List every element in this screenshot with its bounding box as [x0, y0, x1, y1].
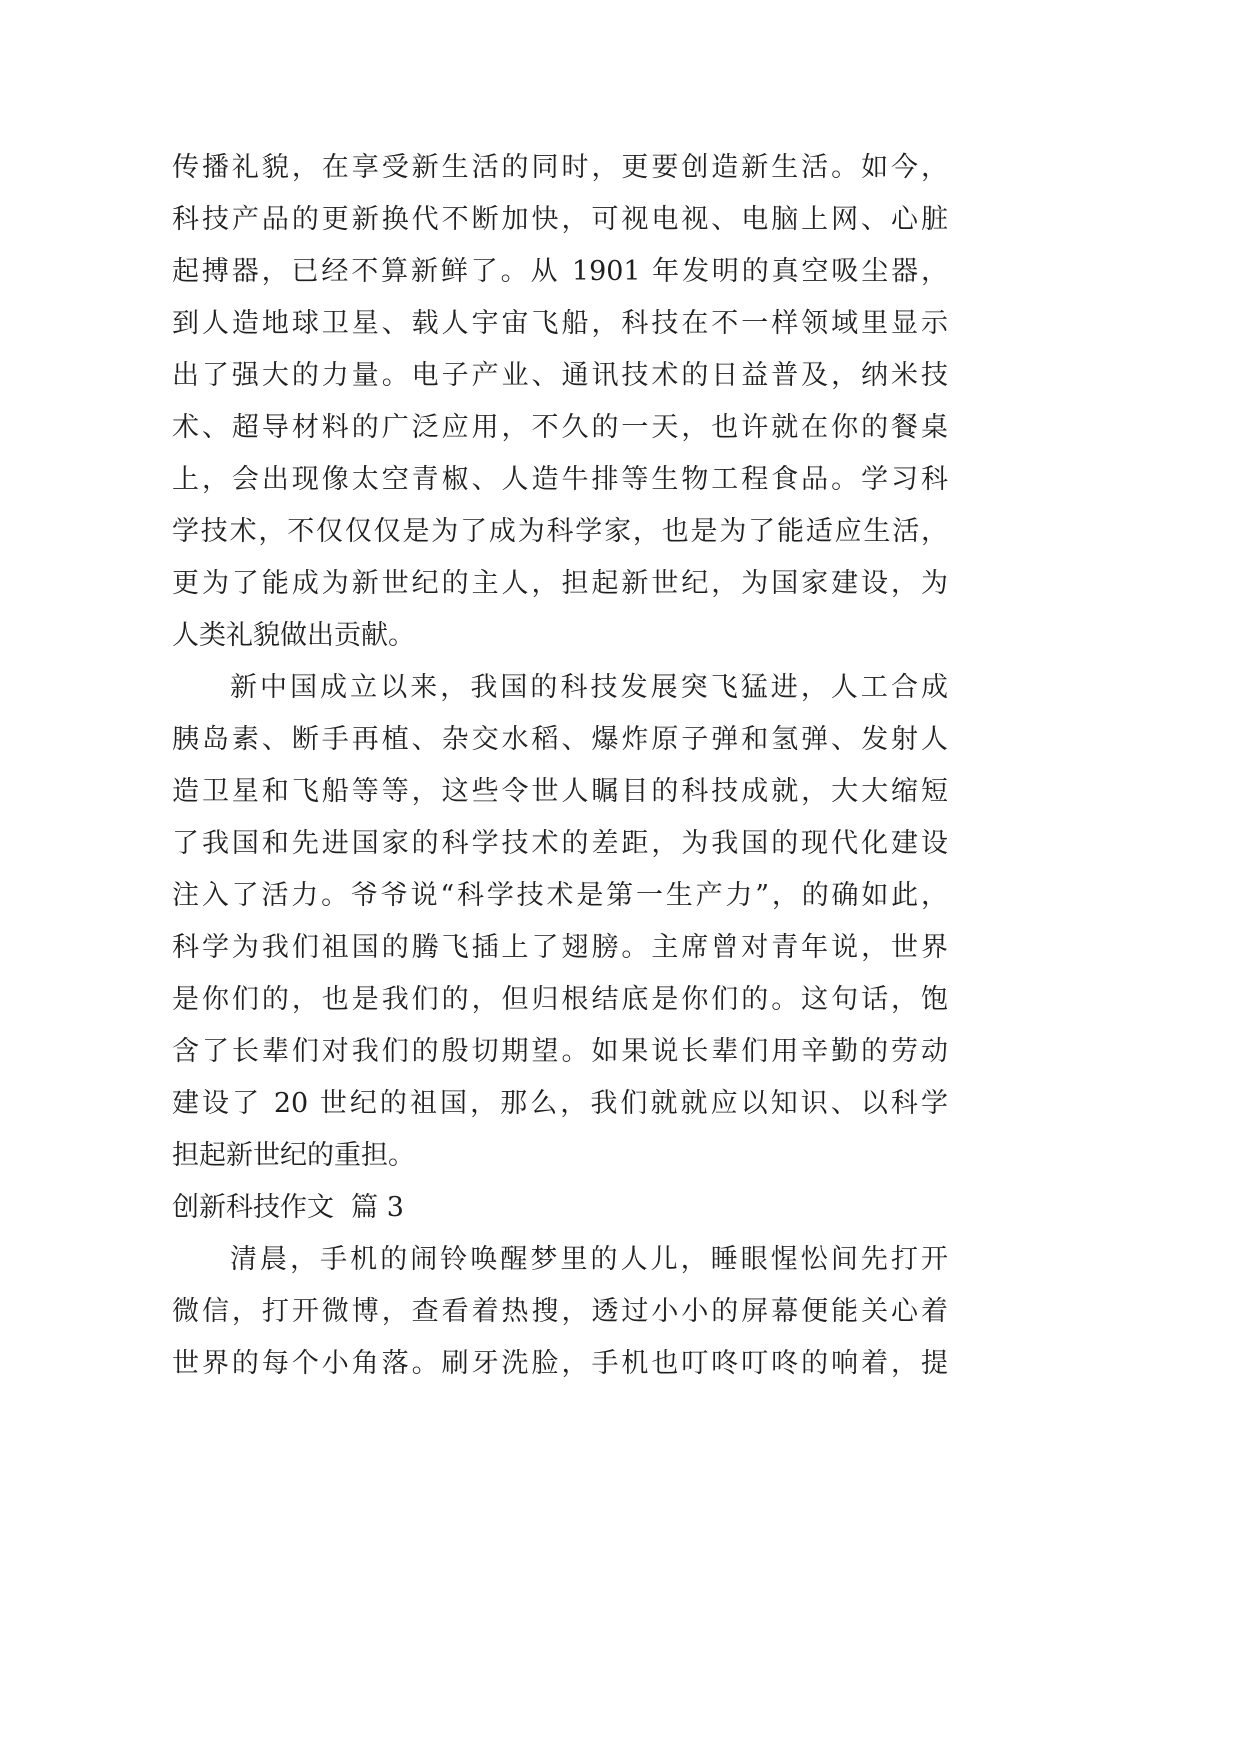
- paragraph: [172, 662, 948, 1182]
- text-line: 造卫星和飞船等等，这些令世人瞩目的科技成就，大大缩短: [172, 776, 948, 807]
- text-line: 是你们的，也是我们的，但归根结底是你们的。这句话，饱: [172, 984, 948, 1015]
- section-heading: 创新科技作文 篇 3: [172, 1192, 404, 1223]
- text-line: 微信，打开微博，查看着热搜，透过小小的屏幕便能关心着: [172, 1296, 948, 1327]
- text-line: 上，会出现像太空青椒、人造牛排等生物工程食品。学习科: [172, 464, 948, 495]
- paragraph: [172, 142, 948, 662]
- text-line: 科学为我们祖国的腾飞插上了翅膀。主席曾对青年说，世界: [172, 932, 948, 963]
- text-line: 胰岛素、断手再植、杂交水稻、爆炸原子弹和氢弹、发射人: [172, 724, 948, 755]
- text-line: 科技产品的更新换代不断加快，可视电视、电脑上网、心脏: [172, 204, 948, 235]
- text-line: 人类礼貌做出贡献。: [172, 620, 415, 651]
- text-line: 出了强大的力量。电子产业、通讯技术的日益普及，纳米技: [172, 360, 948, 391]
- paragraph: [172, 1234, 948, 1390]
- text-line: 含了长辈们对我们的殷切期望。如果说长辈们用辛勤的劳动: [172, 1036, 948, 1067]
- text-line: 建设了 20 世纪的祖国，那么，我们就就应以知识、以科学: [172, 1088, 948, 1119]
- text-line: 世界的每个小角落。刷牙洗脸，手机也叮咚叮咚的响着，提: [172, 1348, 948, 1379]
- document-body: [172, 142, 948, 1390]
- text-line: 了我国和先进国家的科学技术的差距，为我国的现代化建设: [172, 828, 948, 859]
- text-line: 更为了能成为新世纪的主人，担起新世纪，为国家建设，为: [172, 568, 948, 599]
- text-line: 清晨，手机的闹铃唤醒梦里的人儿，睡眼惺忪间先打开: [230, 1244, 948, 1275]
- text-line: 到人造地球卫星、载人宇宙飞船，科技在不一样领域里显示: [172, 308, 948, 339]
- text-line: 担起新世纪的重担。: [172, 1140, 415, 1171]
- text-line: 起搏器，已经不算新鲜了。从 1901 年发明的真空吸尘器，: [172, 256, 948, 287]
- text-line: 传播礼貌，在享受新生活的同时，更要创造新生活。如今，: [172, 152, 948, 183]
- text-line: 新中国成立以来，我国的科技发展突飞猛进，人工合成: [230, 672, 948, 703]
- text-line: 注入了活力。爷爷说“科学技术是第一生产力”，的确如此，: [172, 880, 948, 911]
- text-line: 学技术，不仅仅仅是为了成为科学家，也是为了能适应生活，: [172, 516, 948, 547]
- text-line: 术、超导材料的广泛应用，不久的一天，也许就在你的餐桌: [172, 412, 948, 443]
